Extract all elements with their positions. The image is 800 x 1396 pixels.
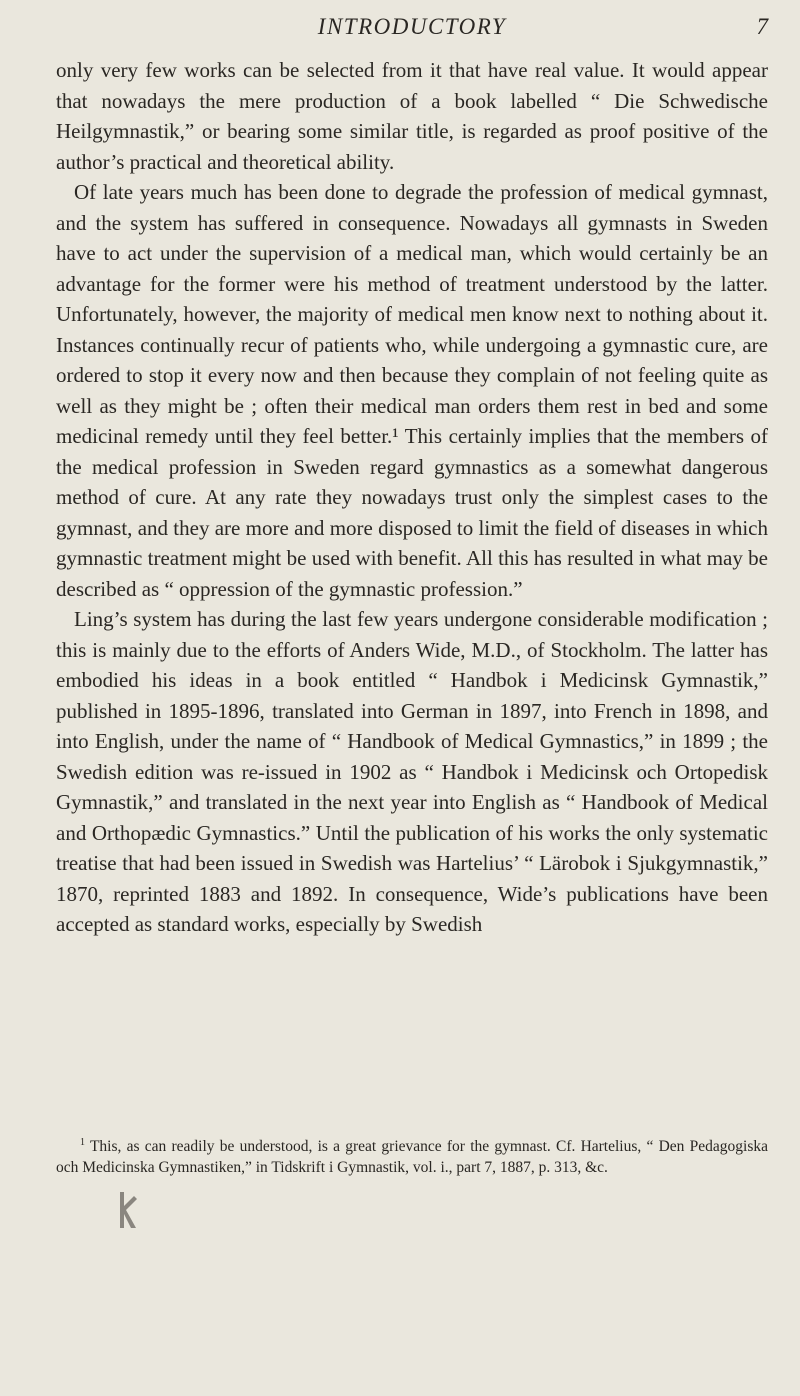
page-header (56, 14, 768, 44)
paragraph-continued: only very few works can be selected from it that have real value. It would appear that nowadays the mere production of a book labelled “ Die Schwedische Heilgymnastik,” or bearing some similar title, is regarded as proof positive of the author’s practical and theoretical ability. (56, 58, 768, 174)
footnote-text: This, as can readily be understood, is a great grievance for the gymnast. Cf. Hartelius, “ Den Pedagogiska och Medicinska Gymnastiken,” in Tidskrift i Gymnastik, vol. i., part 7, 1887, p. 313, &c. (56, 1138, 768, 1177)
page-number: 7 (756, 14, 768, 39)
body-text (56, 55, 768, 940)
footnote (56, 1132, 768, 1178)
paragraph-medical-gymnast: Of late years much has been done to degrade the profession of medical gymnast, and the system has suffered in consequence. Nowadays all gymnasts in Sweden have to act under the supervision of a medical man, which would certainly be an advantage for the former were his method of treatment understood by the latter. Unfortunately, however, the majority of medical men know next to nothing about it. Instances continually recur of patients who, while undergoing a gymnastic cure, are ordered to stop it every now and then because they complain of not feeling quite as well as they might be ; often their medical man orders them rest in bed and some medicinal remedy until they feel better.¹ This certainly implies that the members of the medical profession in Sweden regard gymnastics as a somewhat dangerous method of cure. At any rate they nowadays trust only the simplest cases to the gymnast, and they are more and more disposed to limit the field of diseases in which gymnastic treatment might be used with benefit. All this has resulted in what may be described as “ oppression of the gymnastic profession.” (56, 180, 768, 601)
paragraph-lings-system: Ling’s system has during the last few years undergone considerable modification ; this is mainly due to the efforts of Anders Wide, M.D., of Stockholm. The latter has embodied his ideas in a book entitled “ Handbok i Medicinsk Gymnastik,” published in 1895-1896, translated into German in 1897, into French in 1898, and into English, under the name of “ Handbook of Medical Gymnastics,” in 1899 ; the Swedish edition was re-issued in 1902 as “ Handbok i Medicinsk och Ortopedisk Gymnastik,” and translated in the next year into English as “ Handbook of Medical and Orthopædic Gymnastics.” Until the publication of his works the only systematic treatise that had been issued in Swedish was Hartelius’ “ Lärobok i Sjukgymnastik,” 1870, reprinted 1883 and 1892. In consequence, Wide’s publications have been accepted as standard works, especially by Swedish (56, 607, 768, 936)
running-title: INTRODUCTORY (317, 14, 507, 39)
footnote-marker: 1 (80, 1137, 85, 1148)
printer-mark-icon (116, 1190, 140, 1230)
